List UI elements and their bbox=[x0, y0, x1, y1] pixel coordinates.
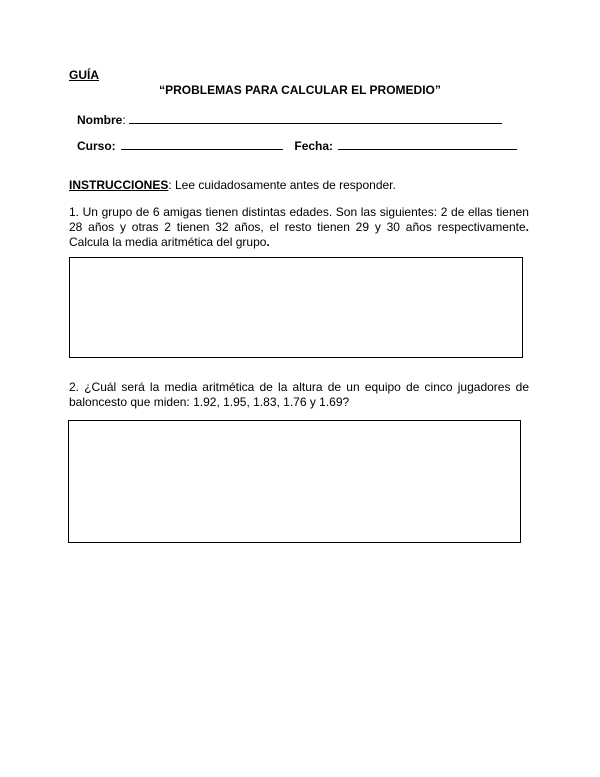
course-blank-line[interactable] bbox=[121, 138, 283, 150]
course-date-row bbox=[77, 138, 517, 153]
name-blank-line[interactable] bbox=[129, 112, 502, 124]
question-1 bbox=[69, 205, 529, 250]
name-field-row bbox=[77, 112, 502, 127]
date-blank-line[interactable] bbox=[338, 138, 517, 150]
instructions-label: INSTRUCCIONES bbox=[69, 178, 169, 192]
name-colon: : bbox=[122, 113, 126, 127]
question-1-end-period: . bbox=[266, 235, 270, 249]
question-2-text: ¿Cuál será la media aritmética de la altura de un equipo de cinco jugadores de baloncesto que miden: 1.92, 1.95, 1.83, 1.76 y 1.69? bbox=[69, 380, 529, 409]
answer-box-2[interactable] bbox=[68, 420, 521, 543]
instructions bbox=[69, 178, 396, 192]
course-label: Curso: bbox=[77, 139, 116, 153]
answer-box-1[interactable] bbox=[69, 257, 523, 358]
document-title-text: “PROBLEMAS PARA CALCULAR EL PROMEDIO” bbox=[159, 83, 441, 97]
question-1-text-2: Calcula la media aritmética del grupo bbox=[69, 235, 267, 249]
guide-label: GUÍA bbox=[69, 68, 99, 82]
question-1-text: Un grupo de 6 amigas tienen distintas edades. Son las siguientes: 2 de ellas tienen 28 años y otras 2 tienen 32 años, el resto tienen 29 y 30 años respectivamente bbox=[69, 205, 529, 234]
date-label: Fecha: bbox=[294, 139, 334, 153]
question-2-number: 2. bbox=[69, 380, 80, 394]
instructions-text: : Lee cuidadosamente antes de responder. bbox=[168, 178, 396, 192]
question-1-number: 1. bbox=[69, 205, 80, 219]
document-title bbox=[0, 83, 600, 97]
question-2 bbox=[69, 380, 529, 410]
question-1-period: . bbox=[525, 220, 529, 234]
name-label: Nombre bbox=[77, 113, 123, 127]
